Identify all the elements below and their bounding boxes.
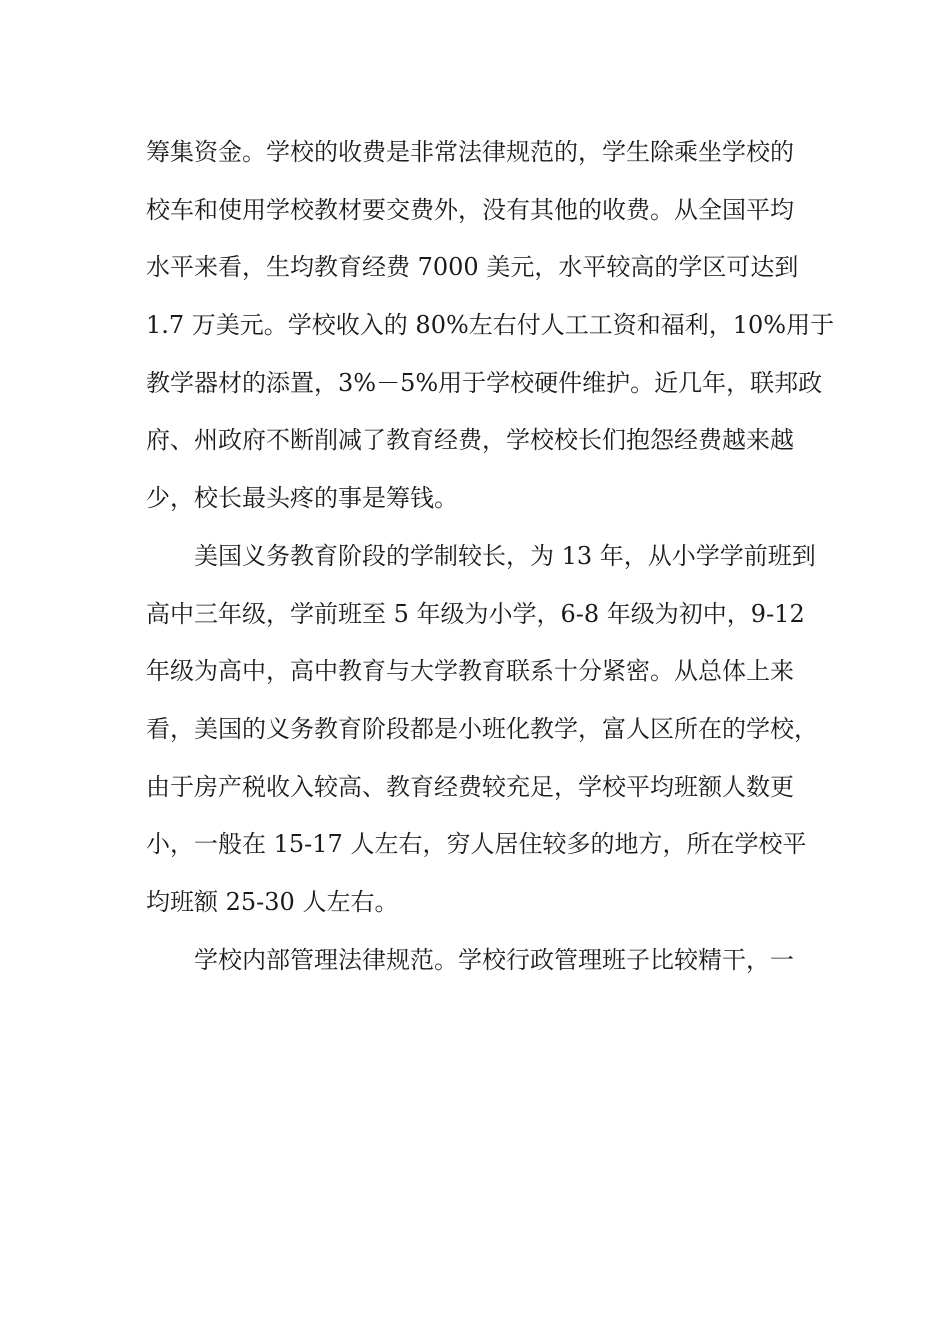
- text-line: 看，美国的义务教育阶段都是小班化教学，富人区所在的学校，: [146, 714, 818, 743]
- text-line: 筹集资金。学校的收费是非常法律规范的，学生除乘坐学校的: [146, 138, 794, 166]
- text-line: 由于房产税收入较高、教育经费较充足，学校平均班额人数更: [146, 772, 794, 801]
- paragraph-first-line: 学校内部管理法律规范。学校行政管理班子比较精干，一: [194, 945, 794, 974]
- text-line: 均班额 25-30 人左右。: [146, 887, 399, 916]
- text-line: 府、州政府不断削减了教育经费，学校校长们抱怨经费越来越: [146, 426, 794, 455]
- text-line: 水平来看，生均教育经费 7000 美元，水平较高的学区可达到: [146, 253, 799, 282]
- text-line: 小，一般在 15-17 人左右，穷人居住较多的地方，所在学校平: [146, 830, 807, 859]
- text-line: 高中三年级，学前班至 5 年级为小学，6-8 年级为初中，9-12: [146, 599, 805, 628]
- text-line: 少，校长最头疼的事是筹钱。: [146, 484, 458, 513]
- text-line: 校车和使用学校教材要交费外，没有其他的收费。从全国平均: [146, 195, 794, 224]
- text-line: 1.7 万美元。学校收入的 80%左右付人工工资和福利，10%用于: [146, 311, 835, 340]
- paragraph-first-line: 美国义务教育阶段的学制较长，为 13 年，从小学学前班到: [194, 541, 816, 570]
- body-text: [146, 129, 835, 994]
- text-line: 年级为高中，高中教育与大学教育联系十分紧密。从总体上来: [146, 657, 794, 686]
- text-line: 教学器材的添置，3%－5%用于学校硬件维护。近几年，联邦政: [146, 368, 823, 397]
